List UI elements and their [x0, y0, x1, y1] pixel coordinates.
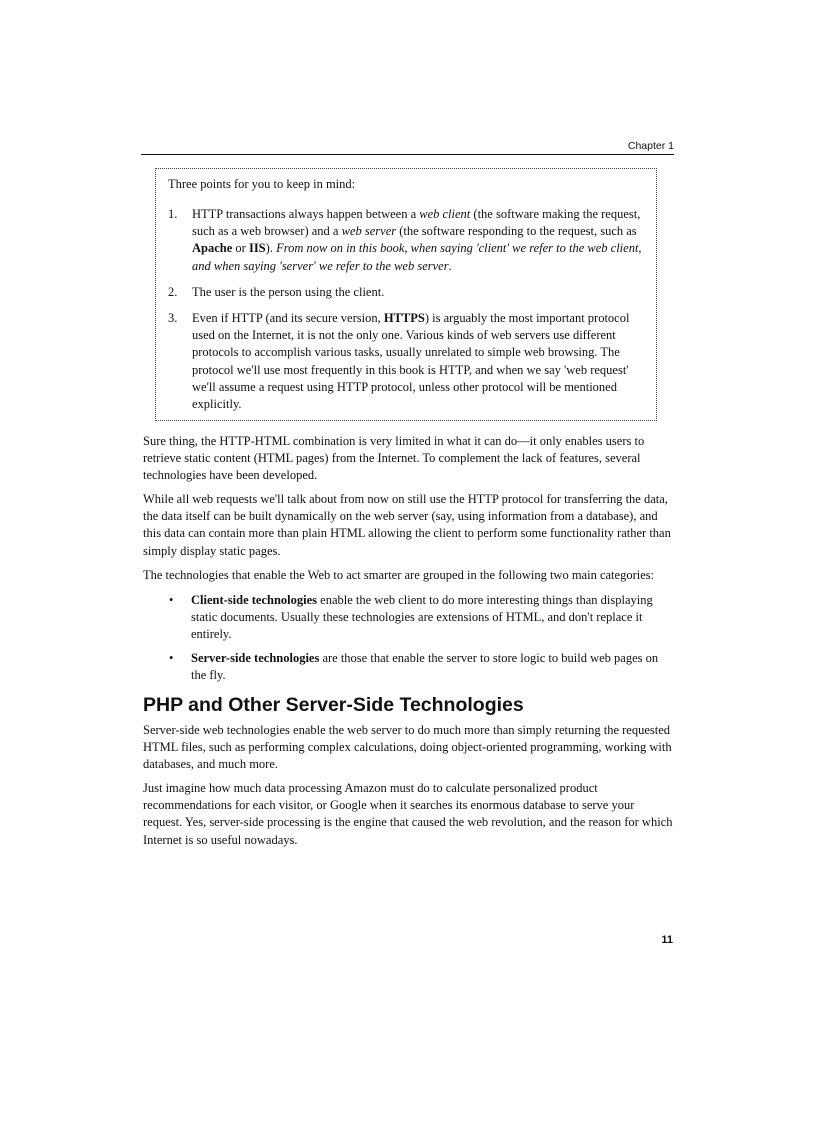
header-rule [141, 154, 674, 155]
note-item [168, 310, 646, 413]
note-item [168, 206, 646, 275]
bullet-item [143, 592, 673, 644]
note-box [155, 168, 657, 421]
bullet-term: Server-side technologies [191, 650, 320, 665]
note-text: HTTP transactions always happen between a web client (the software making the request, such as a web browser) and a web server (the software responding to the request, such as Apache or IIS). From now on in this book, when saying 'client' we refer to the web client, and when saying 'server' we refer to the web server. [192, 207, 642, 273]
note-number: 3. [168, 311, 178, 326]
note-number: 2. [168, 284, 178, 299]
note-text: The user is the person using the client. [192, 284, 385, 299]
paragraph: Server-side web technologies enable the web server to do much more than simply returning the requested HTML files, such as performing complex calculations, doing object-oriented programming, working with databases, and much more. [143, 723, 672, 772]
paragraph: Just imagine how much data processing Amazon must do to calculate personalized product recommendations for each visitor, or Google when it searches its enormous database to serve your request. Yes, server-side processing is the engine that caused the web revolution, and the reason for which Internet is so useful nowadays. [143, 781, 673, 847]
paragraph: While all web requests we'll talk about from now on still use the HTTP protocol for transferring the data, the data itself can be built dynamically on the web server (say, using information from a database), and this data can contain more than plain HTML allowing the client to perform some functionality rather than simply display static pages. [143, 492, 671, 558]
running-head: Chapter 1 [627, 140, 674, 152]
page-number: 11 [661, 934, 673, 946]
bullet-symbol: • [169, 650, 174, 665]
bullet-term: Client-side technologies [191, 593, 318, 607]
bullet-list [143, 592, 673, 690]
section-heading: PHP and Other Server-Side Technologies [143, 694, 524, 716]
note-list [168, 206, 646, 422]
note-intro: Three points for you to keep in mind: [168, 177, 356, 191]
note-text: Even if HTTP (and its secure version, HTTPS) is arguably the most important protocol used on the Internet, it is not the only one. Various kinds of web servers use different protocols to accomplish various tasks, usually unrelated to simple web browsing. The protocol we'll use most frequently in this book is HTTP, and when we say 'web request' we'll assume a request using HTTP protocol, unless other protocol will be mentioned explicitly. [192, 311, 630, 412]
bullet-symbol: • [169, 593, 174, 607]
bullet-text: enable the web client to do more interesting things than displaying static documents. Usually these technologies are extensions of HTML, and don't replace it entirely. [191, 593, 653, 642]
paragraph: Sure thing, the HTTP-HTML combination is very limited in what it can do—it only enables users to retrieve static content (HTML pages) from the Internet. To complement the lack of features, several technologies have been developed. [143, 434, 645, 483]
bullet-text: are those that enable the server to store logic to build web pages on the fly. [191, 650, 659, 682]
paragraph: The technologies that enable the Web to act smarter are grouped in the following two main categories: [143, 568, 655, 582]
note-number: 1. [168, 207, 178, 221]
note-item [168, 284, 646, 301]
bullet-item [143, 650, 673, 684]
